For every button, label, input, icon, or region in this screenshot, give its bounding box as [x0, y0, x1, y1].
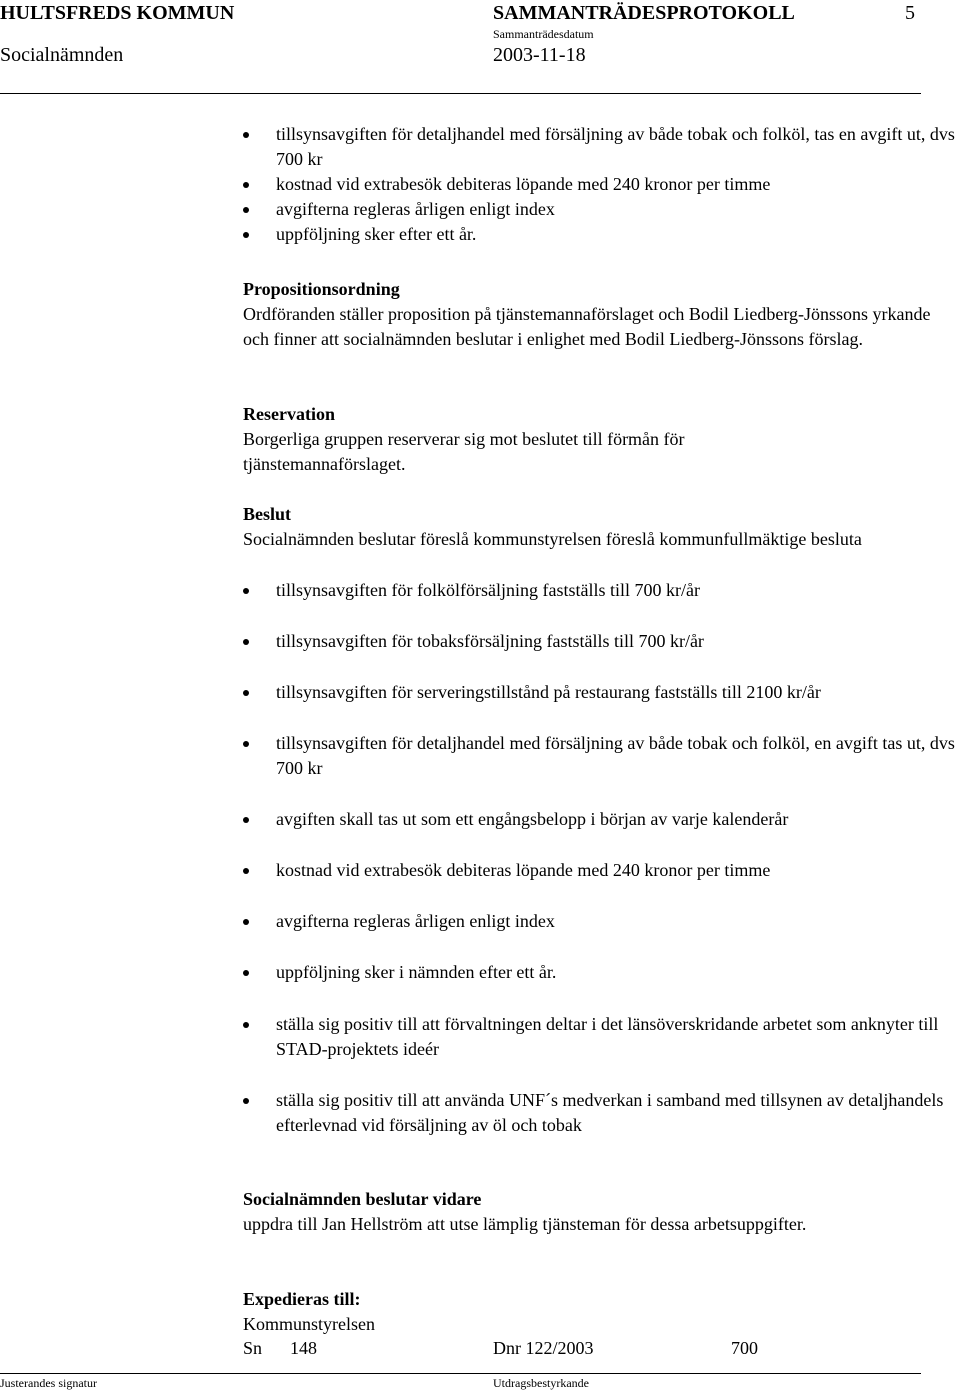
reservation-section [243, 402, 803, 477]
list-item: kostnad vid extrabesök debiteras löpande med 240 kronor per timme [243, 172, 958, 197]
list-item: ställa sig positiv till att använda UNF´s medverkan i samband med tillsynen av detaljhandels efterlevnad vid försäljning av öl och tobak [243, 1088, 956, 1138]
date-label: Sammanträdesdatum [493, 27, 594, 41]
list-item: tillsynsavgiften för folkölförsäljning fastställs till 700 kr/år [243, 578, 956, 603]
list-item: tillsynsavgiften för detaljhandel med försäljning av både tobak och folköl, en avgift tas ut, dvs 700 kr [243, 731, 956, 781]
footer-rule [0, 1373, 921, 1374]
document-type: SAMMANTRÄDESPROTOKOLL [493, 2, 795, 24]
expedieras-section [243, 1287, 958, 1337]
top-bullet-list [243, 122, 958, 247]
beslut-section [243, 502, 958, 552]
committee-name: Socialnämnden [0, 44, 124, 66]
list-item: avgifterna regleras årligen enligt index [243, 909, 956, 934]
propositionsordning-heading: Propositionsordning [243, 279, 400, 299]
list-item: kostnad vid extrabesök debiteras löpande med 240 kronor per timme [243, 858, 956, 883]
vidare-text: uppdra till Jan Hellström att utse lämplig tjänsteman för dessa arbetsuppgifter. [243, 1214, 807, 1234]
beslut-intro: Socialnämnden beslutar föreslå kommunstyrelsen föreslå kommunfullmäktige besluta [243, 529, 862, 549]
list-item: uppföljning sker efter ett år. [243, 222, 958, 247]
list-item: avgiften skall tas ut som ett engångsbelopp i början av varje kalenderår [243, 807, 956, 832]
footer-certification-label: Utdragsbestyrkande [493, 1376, 589, 1390]
list-item: avgifterna regleras årligen enligt index [243, 197, 958, 222]
header-rule [0, 93, 921, 94]
footer-signature-label: Justerandes signatur [0, 1376, 97, 1390]
list-item: ställa sig positiv till att förvaltningen deltar i det länsöverskridande arbetet som anknyter till STAD-projektets ideér [243, 1012, 956, 1062]
organization-name: HULTSFREDS KOMMUN [0, 2, 235, 24]
sn-label: Sn [243, 1338, 263, 1358]
propositionsordning-section [243, 277, 958, 352]
top-bullet-section [243, 122, 958, 247]
archive-code: 700 [731, 1338, 758, 1358]
reservation-heading: Reservation [243, 404, 335, 424]
list-item: tillsynsavgiften för detaljhandel med försäljning av både tobak och folköl, tas en avgift ut, dvs 700 kr [243, 122, 958, 172]
list-item: uppföljning sker i nämnden efter ett år. [243, 960, 956, 985]
expedieras-heading: Expedieras till: [243, 1289, 361, 1309]
vidare-section [243, 1187, 958, 1237]
dnr-number: Dnr 122/2003 [493, 1338, 594, 1358]
sn-number: 148 [290, 1338, 317, 1358]
beslut-heading: Beslut [243, 504, 292, 524]
reservation-text: Borgerliga gruppen reserverar sig mot beslutet till förmån för tjänstemannaförslaget. [243, 429, 685, 474]
expedieras-recipient: Kommunstyrelsen [243, 1314, 375, 1334]
meeting-date: 2003-11-18 [493, 44, 586, 66]
propositionsordning-text: Ordföranden ställer proposition på tjänstemannaförslaget och Bodil Liedberg-Jönssons yrkande och finner att socialnämnden beslutar i enlighet med Bodil Liedberg-Jönssons förslag. [243, 304, 931, 349]
list-item: tillsynsavgiften för serveringstillstånd på restaurang fastställs till 2100 kr/år [243, 680, 956, 705]
list-item: tillsynsavgiften för tobaksförsäljning fastställs till 700 kr/år [243, 629, 956, 654]
page-number: 5 [905, 2, 915, 24]
vidare-heading: Socialnämnden beslutar vidare [243, 1189, 482, 1209]
